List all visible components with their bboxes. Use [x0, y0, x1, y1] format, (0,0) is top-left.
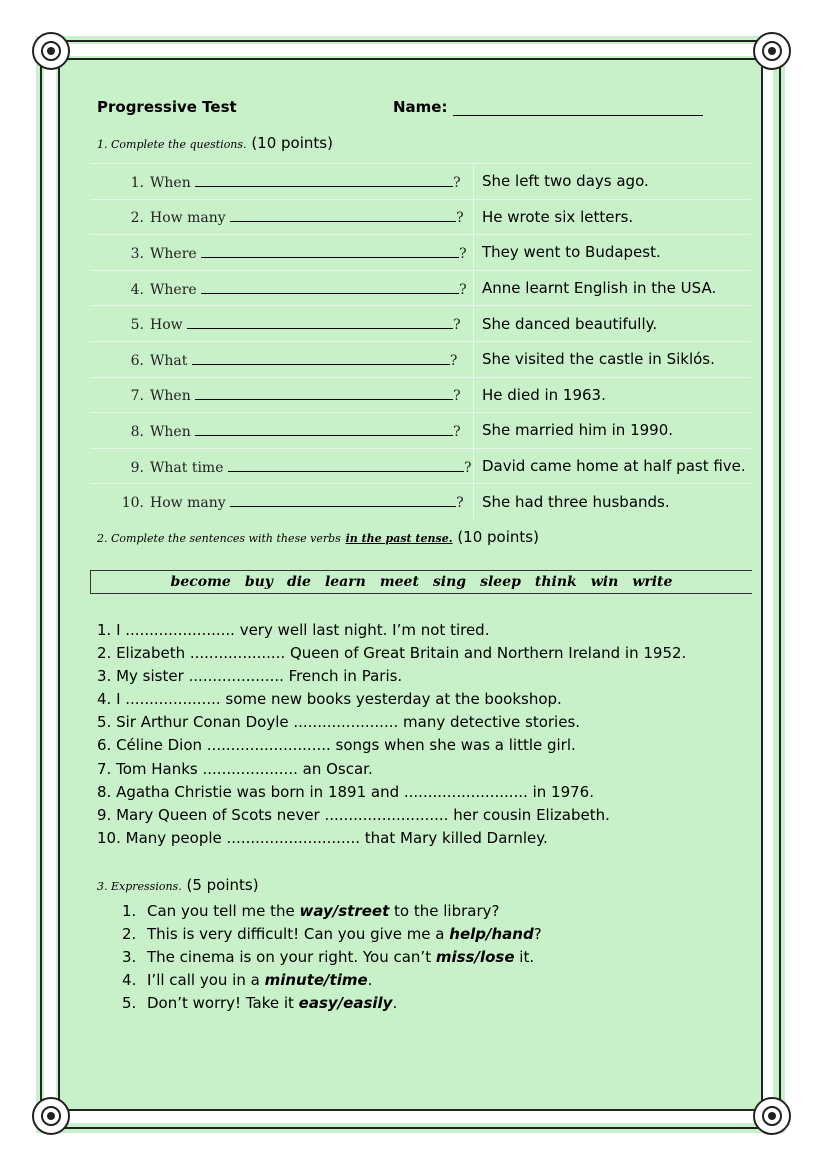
- item-text-pre: I’ll call you in a: [147, 971, 265, 990]
- question-cell: 9. What time ?: [90, 448, 474, 484]
- table-row: [90, 413, 751, 449]
- question-word: What time: [150, 459, 224, 476]
- answer-cell: He wrote six letters.: [474, 199, 752, 235]
- item-text-pre: Can you tell me the: [147, 902, 300, 920]
- corner-ornament-icon: [753, 32, 791, 70]
- item-text-pre: The cinema is on your right. You can’t: [147, 948, 436, 967]
- item-text-pre: This is very difficult! Can you give me a: [147, 925, 450, 944]
- name-blank: [453, 101, 703, 116]
- question-word: How many: [150, 210, 226, 227]
- item-text-post: .: [367, 971, 373, 990]
- item-text-post: it.: [514, 948, 535, 967]
- item-number: 1.: [122, 902, 137, 920]
- question-number: 9.: [130, 459, 144, 476]
- question-cell: 10. How many ?: [90, 484, 474, 519]
- name-field: [393, 98, 703, 116]
- list-item: [122, 900, 542, 923]
- page-title: Progressive Test: [97, 98, 237, 116]
- question-number: 10.: [121, 495, 144, 512]
- question-word: What: [150, 352, 188, 369]
- section3-points: (5 points): [186, 876, 259, 894]
- question-number: 6.: [130, 352, 144, 369]
- item-number: 3.: [122, 948, 137, 967]
- question-cell: 8. When ?: [90, 413, 474, 449]
- answer-blank[interactable]: [195, 172, 453, 187]
- answer-blank[interactable]: [201, 279, 459, 294]
- item-text-post: to the library?: [389, 902, 500, 920]
- table-row: [90, 199, 751, 235]
- corner-ornament-icon: [753, 1097, 791, 1135]
- list-item: 4. I .................... some new books yesterday at the bookshop.: [97, 690, 562, 709]
- item-choice: way/street: [299, 902, 390, 920]
- answer-cell: He died in 1963.: [474, 377, 752, 413]
- verb-think: think: [534, 574, 577, 590]
- question-number: 2.: [130, 210, 144, 227]
- list-item: 9. Mary Queen of Scots never .......................... her cousin Elizabeth.: [97, 805, 610, 824]
- verb-write: write: [632, 574, 673, 590]
- list-item: 7. Tom Hanks .................... an Oscar.: [97, 759, 373, 778]
- answer-blank[interactable]: [201, 243, 459, 258]
- verb-sing: sing: [432, 574, 467, 590]
- question-cell: 5. How ?: [90, 306, 474, 342]
- corner-ornament-icon: [32, 32, 70, 70]
- verb-buy: buy: [244, 574, 273, 590]
- verb-become: become: [170, 574, 231, 590]
- answer-cell: She married him in 1990.: [474, 413, 752, 449]
- answer-cell: She left two days ago.: [474, 164, 752, 200]
- answer-cell: She visited the castle in Siklós.: [474, 341, 752, 377]
- answer-cell: Anne learnt English in the USA.: [474, 270, 752, 306]
- verb-die: die: [286, 574, 311, 590]
- question-word: When: [150, 423, 191, 440]
- section3-title: [97, 876, 259, 894]
- list-item: [122, 992, 542, 1015]
- question-number: 3.: [130, 245, 144, 262]
- question-number: 4.: [130, 281, 144, 298]
- list-item: [122, 923, 542, 946]
- item-choice: help/hand: [449, 925, 534, 944]
- question-cell: 2. How many ?: [90, 199, 474, 235]
- question-word: Where: [150, 281, 197, 298]
- answer-blank[interactable]: [195, 421, 453, 436]
- question-cell: 7. When ?: [90, 377, 474, 413]
- section2-title: [97, 528, 539, 546]
- question-word: How many: [150, 495, 226, 512]
- question-cell: 3. Where ?: [90, 235, 474, 271]
- list-item: [122, 946, 542, 969]
- item-number: 2.: [122, 925, 137, 944]
- list-item: 1. I ....................... very well last night. I’m not tired.: [97, 621, 490, 639]
- verb-box: [90, 570, 752, 594]
- section2-instruction: 2. Complete the sentences with these verbs: [97, 532, 341, 545]
- item-text-post: .: [392, 994, 398, 1013]
- answer-blank[interactable]: [230, 207, 456, 222]
- table-row: [90, 448, 751, 484]
- question-word: Where: [150, 245, 197, 262]
- list-item: 10. Many people ............................ that Mary killed Darnley.: [97, 828, 548, 847]
- item-choice: minute/time: [264, 971, 368, 990]
- question-cell: 4. Where ?: [90, 270, 474, 306]
- name-label: Name:: [393, 98, 448, 116]
- answer-blank[interactable]: [195, 385, 453, 400]
- section1-title: [97, 134, 333, 152]
- section2-points: (10 points): [457, 528, 539, 546]
- questions-table: [90, 163, 751, 519]
- question-word: How: [150, 317, 183, 334]
- question-number: 5.: [130, 317, 144, 334]
- question-cell: 6. What ?: [90, 341, 474, 377]
- answer-cell: David came home at half past five.: [474, 448, 752, 484]
- question-number: 7.: [130, 388, 144, 405]
- verb-win: win: [590, 574, 619, 590]
- answer-cell: She had three husbands.: [474, 484, 752, 519]
- list-item: 2. Elizabeth .................... Queen of Great Britain and Northern Ireland in 1952.: [97, 644, 687, 663]
- answer-blank[interactable]: [192, 350, 450, 365]
- question-number: 1.: [130, 174, 144, 191]
- expressions-list: [122, 900, 542, 1015]
- item-number: 4.: [122, 971, 137, 990]
- sentence-list: [97, 619, 686, 850]
- item-text-post: ?: [533, 925, 542, 944]
- answer-blank[interactable]: [228, 457, 464, 472]
- section2-emphasis: in the past tense.: [345, 532, 453, 545]
- answer-cell: They went to Budapest.: [474, 235, 752, 271]
- table-row: [90, 484, 751, 519]
- item-number: 5.: [122, 994, 137, 1013]
- table-row: [90, 164, 751, 200]
- list-item: [122, 969, 542, 992]
- list-item: 5. Sir Arthur Conan Doyle ...................... many detective stories.: [97, 713, 581, 732]
- verb-sleep: sleep: [480, 574, 521, 590]
- answer-cell: She danced beautifully.: [474, 306, 752, 342]
- question-cell: 1. When ?: [90, 164, 474, 200]
- corner-ornament-icon: [32, 1097, 70, 1135]
- answer-blank[interactable]: [230, 492, 456, 507]
- list-item: 3. My sister .................... French in Paris.: [97, 667, 403, 686]
- section3-instruction: 3. Expressions.: [97, 880, 182, 893]
- list-item: 6. Céline Dion .......................... songs when she was a little girl.: [97, 736, 576, 755]
- verb-meet: meet: [379, 574, 419, 590]
- table-row: [90, 341, 751, 377]
- question-word: When: [150, 388, 191, 405]
- table-row: [90, 270, 751, 306]
- item-choice: easy/easily: [298, 994, 393, 1013]
- question-number: 8.: [130, 423, 144, 440]
- table-row: [90, 235, 751, 271]
- item-text-pre: Don’t worry! Take it: [147, 994, 299, 1013]
- list-item: 8. Agatha Christie was born in 1891 and .......................... in 1976.: [97, 782, 594, 801]
- verb-learn: learn: [324, 574, 366, 590]
- section1-instruction: 1. Complete the questions.: [97, 138, 247, 151]
- answer-blank[interactable]: [187, 314, 453, 329]
- section1-points: (10 points): [251, 134, 333, 152]
- question-word: When: [150, 174, 191, 191]
- table-row: [90, 377, 751, 413]
- table-row: [90, 306, 751, 342]
- item-choice: miss/lose: [435, 948, 515, 967]
